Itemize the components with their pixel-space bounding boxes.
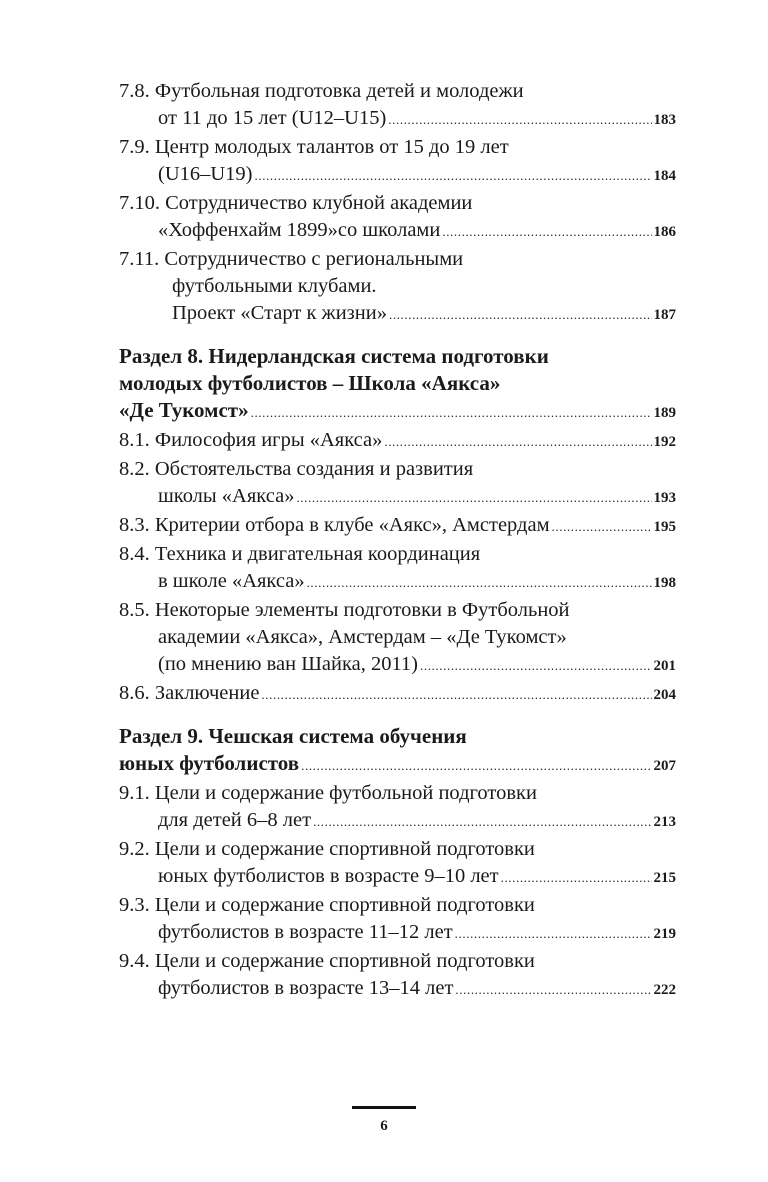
- toc-entry-title: 8.2. Обстоятельства создания и развития: [119, 458, 474, 480]
- toc-entry-leader-line: [119, 483, 676, 512]
- toc-entry-title: в школе «Аякса»: [158, 570, 305, 592]
- dot-leader: [389, 301, 652, 328]
- toc-entry-8-2: [119, 456, 676, 512]
- toc-entry-8-6: [119, 680, 676, 709]
- toc-entry-title: 8.6. Заключение: [119, 682, 260, 704]
- toc-entry-leader-line: [119, 568, 676, 597]
- page-number: 6: [380, 1118, 388, 1134]
- toc-page-number: 195: [653, 519, 676, 535]
- section-title: Раздел 9. Чешская система обучения: [119, 724, 467, 748]
- toc-entry-leader-line: [119, 651, 676, 680]
- toc-entry-title: футбольными клубами.: [172, 275, 377, 297]
- toc-entry-title: юных футболистов в возрасте 9–10 лет: [158, 865, 499, 887]
- toc-entry-title: (U16–U19): [158, 163, 253, 185]
- toc-page-number: 193: [653, 490, 676, 506]
- toc-entry-leader-line: [119, 161, 676, 190]
- toc-entry-leader-line: [119, 300, 676, 329]
- toc-entry-title: «Хоффенхайм 1899»со школами: [158, 219, 441, 241]
- toc-entry-title: 7.11. Сотрудничество с региональными: [119, 248, 464, 270]
- toc-entry-leader-line: [119, 512, 676, 541]
- toc-entry-title: 8.5. Некоторые элементы подготовки в Футбольной: [119, 599, 570, 621]
- toc-section-9: [119, 723, 676, 780]
- toc-entry-title: академии «Аякса», Амстердам – «Де Тукомст»: [158, 626, 567, 648]
- toc-entry-9-1: [119, 780, 676, 836]
- toc-entry-title: футболистов в возрасте 11–12 лет: [158, 921, 453, 943]
- toc-entry-leader-line: [119, 863, 676, 892]
- toc-page-number: 204: [653, 687, 676, 703]
- toc-page-number: 192: [653, 434, 676, 450]
- toc-entry-7-11: [119, 246, 676, 329]
- toc-entry-title: 7.8. Футбольная подготовка детей и молодежи: [119, 80, 524, 102]
- toc-page-number: 189: [653, 405, 676, 421]
- toc-entry-leader-line: [119, 919, 676, 948]
- toc-entry-title: для детей 6–8 лет: [158, 809, 312, 831]
- toc-entry-title: 7.10. Сотрудничество клубной академии: [119, 192, 473, 214]
- toc-entry-7-8: [119, 78, 676, 134]
- dot-leader: [251, 399, 652, 426]
- toc-entry-title: школы «Аякса»: [158, 485, 295, 507]
- toc-entry-8-1: [119, 427, 676, 456]
- toc-entry-title: футболистов в возрасте 13–14 лет: [158, 977, 454, 999]
- dot-leader: [455, 976, 651, 1003]
- toc-entry-8-5: [119, 597, 676, 680]
- dot-leader: [501, 864, 652, 891]
- toc-page-number: 222: [653, 982, 676, 998]
- dot-leader: [552, 513, 652, 540]
- dot-leader: [455, 920, 652, 947]
- toc-entry-title: Проект «Старт к жизни»: [172, 302, 387, 324]
- toc-section-8: [119, 343, 676, 427]
- toc-entry-title: 9.2. Цели и содержание спортивной подготовки: [119, 838, 535, 860]
- toc-entry-title: 8.1. Философия игры «Аякса»: [119, 429, 383, 451]
- toc-page-number: 184: [653, 168, 676, 184]
- toc-page-number: 187: [653, 307, 676, 323]
- toc-entry-8-3: [119, 512, 676, 541]
- toc-entry-8-4: [119, 541, 676, 597]
- dot-leader: [442, 218, 651, 245]
- dot-leader: [307, 569, 652, 596]
- table-of-contents: [119, 78, 676, 1004]
- toc-page-number: 219: [653, 926, 676, 942]
- dot-leader: [301, 752, 651, 779]
- toc-page-number: 198: [653, 575, 676, 591]
- toc-entry-title: (по мнению ван Шайка, 2011): [158, 653, 419, 675]
- dot-leader: [261, 681, 651, 708]
- toc-page-number: 213: [653, 814, 676, 830]
- footer-rule: [352, 1106, 416, 1109]
- toc-entry-leader-line: [119, 427, 676, 456]
- toc-entry-9-4: [119, 948, 676, 1004]
- toc-page-number: 215: [653, 870, 676, 886]
- dot-leader: [296, 484, 651, 511]
- toc-entry-9-2: [119, 836, 676, 892]
- toc-entry-title: 8.4. Техника и двигательная координация: [119, 543, 481, 565]
- toc-entry-leader-line: [119, 680, 676, 709]
- toc-page-number: 183: [653, 112, 676, 128]
- toc-entry-leader-line: [119, 105, 676, 134]
- dot-leader: [384, 428, 651, 455]
- section-title: молодых футболистов – Школа «Аякса»: [119, 371, 501, 395]
- toc-entry-title: 7.9. Центр молодых талантов от 15 до 19 лет: [119, 136, 509, 158]
- dot-leader: [420, 652, 651, 679]
- toc-entry-leader-line: [119, 217, 676, 246]
- toc-entry-title: 9.4. Цели и содержание спортивной подготовки: [119, 950, 535, 972]
- toc-entry-leader-line: [119, 397, 676, 427]
- toc-entry-title: 9.1. Цели и содержание футбольной подготовки: [119, 782, 537, 804]
- toc-page-number: 201: [653, 658, 676, 674]
- toc-entry-leader-line: [119, 750, 676, 780]
- toc-entry-title: от 11 до 15 лет (U12–U15): [158, 107, 387, 129]
- section-title: Раздел 8. Нидерландская система подготовки: [119, 344, 549, 368]
- toc-entry-leader-line: [119, 807, 676, 836]
- toc-page-number: 207: [653, 758, 676, 774]
- toc-page-number: 186: [653, 224, 676, 240]
- section-title: «Де Тукомст»: [119, 398, 249, 422]
- dot-leader: [255, 162, 652, 189]
- toc-entry-title: 9.3. Цели и содержание спортивной подготовки: [119, 894, 535, 916]
- section-title: юных футболистов: [119, 751, 300, 775]
- toc-entry-7-9: [119, 134, 676, 190]
- toc-entry-9-3: [119, 892, 676, 948]
- toc-entry-title: 8.3. Критерии отбора в клубе «Аякс», Амстердам: [119, 514, 550, 536]
- toc-entry-leader-line: [119, 975, 676, 1004]
- dot-leader: [313, 808, 651, 835]
- dot-leader: [388, 106, 651, 133]
- toc-entry-7-10: [119, 190, 676, 246]
